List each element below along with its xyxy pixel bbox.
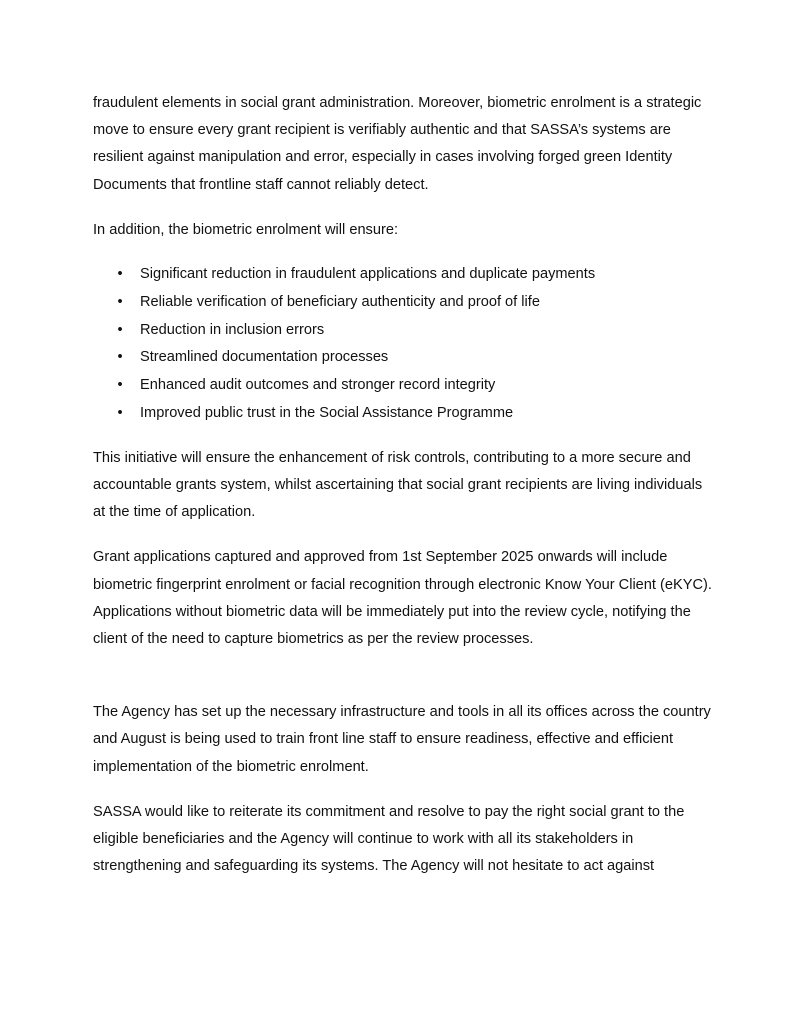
bullet-icon: • [117, 377, 123, 394]
paragraph-spacer [93, 526, 713, 544]
list-item-text: Improved public trust in the Social Assistance Programme [140, 405, 514, 421]
list-item [93, 400, 713, 428]
bullet-icon: • [117, 293, 123, 310]
list-item [93, 372, 713, 400]
paragraph-applications: Grant applications captured and approved from 1st September 2025 onwards will include biometric fingerprint enrolment or facial recognition through electronic Know Your Client (eKYC). Applications without biometric data will be immediately put into the review cycle, notifying the client of the need to capture biometrics as per the review processes. [93, 549, 712, 648]
list-item-text: Streamlined documentation processes [140, 349, 389, 366]
paragraph-list-intro: In addition, the biometric enrolment will ensure: [93, 221, 399, 238]
list-item-text: Reliable verification of beneficiary authenticity and proof of life [140, 293, 540, 310]
bullet-icon: • [117, 349, 123, 366]
list-item-text: Reduction in inclusion errors [140, 321, 325, 338]
list-item [93, 344, 713, 372]
paragraph-biometric-intro: fraudulent elements in social grant administration. Moreover, biometric enrolment is a strategic move to ensure every grant recipient is verifiably authentic and that SASSA’s systems are resilient against manipulation and error, especially in cases involving forged green Identity Documents that frontline staff cannot reliably detect. [93, 95, 702, 193]
bullet-icon: • [117, 266, 123, 283]
paragraph-infrastructure: The Agency has set up the necessary infrastructure and tools in all its offices across the country and August is being used to train front line staff to ensure readiness, effective and efficient implementation of the biometric enrolment. [93, 704, 711, 775]
paragraph-spacer [93, 244, 713, 261]
document-body [93, 90, 713, 880]
list-item [93, 289, 713, 317]
paragraph-spacer [93, 199, 713, 217]
paragraph-commitment: SASSA would like to reiterate its commitment and resolve to pay the right social grant to the eligible beneficiaries and the Agency will continue to work with all its stakeholders in strengthening and safeguarding its systems. The Agency will not hesitate to act against [93, 803, 685, 875]
list-item-text: Significant reduction in fraudulent applications and duplicate payments [140, 266, 596, 283]
list-item [93, 261, 713, 289]
paragraph-spacer [93, 781, 713, 799]
paragraph-spacer [93, 428, 713, 445]
paragraph-risk-controls: This initiative will ensure the enhancement of risk controls, contributing to a more secure and accountable grants system, whilst ascertaining that social grant recipients are living individuals at the time of application. [93, 449, 703, 521]
paragraph-spacer [93, 653, 713, 699]
list-item [93, 317, 713, 345]
list-item-text: Enhanced audit outcomes and stronger record integrity [140, 377, 496, 394]
bullet-icon: • [117, 405, 123, 421]
benefits-list [93, 261, 713, 428]
bullet-icon: • [117, 321, 123, 338]
